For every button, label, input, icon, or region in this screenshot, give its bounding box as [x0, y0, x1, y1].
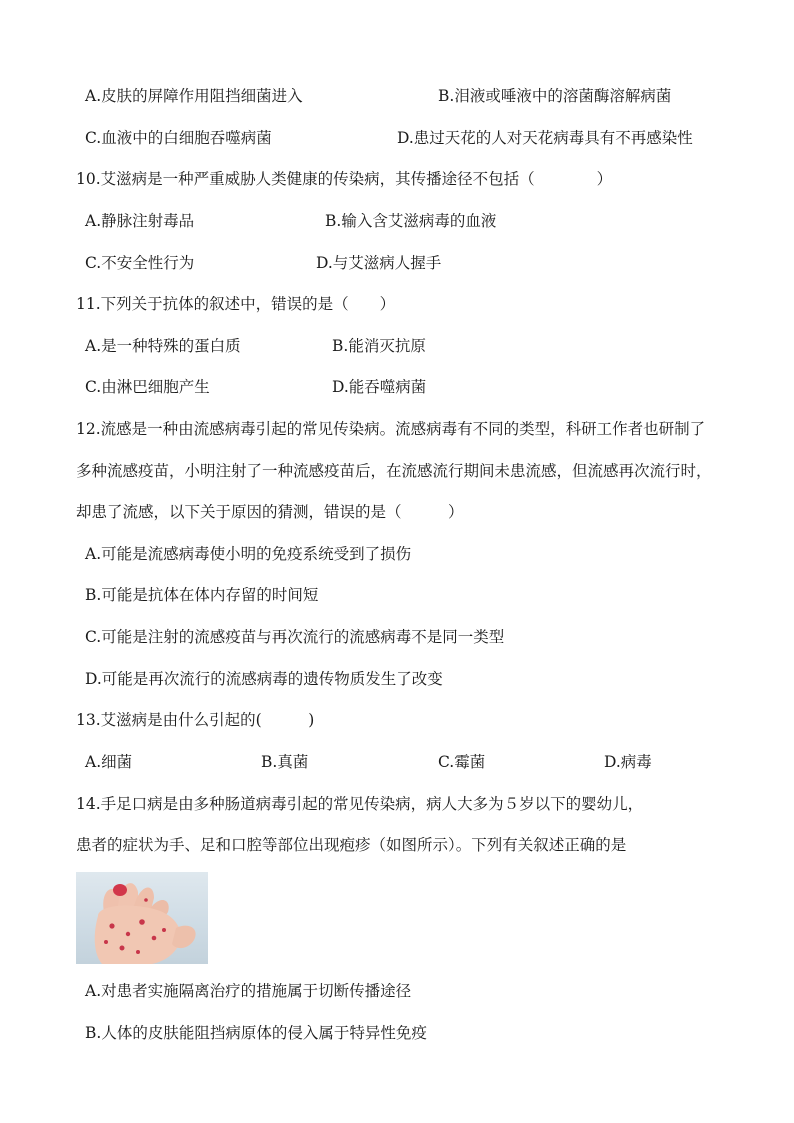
- q11-option-c: C.由淋巴细胞产生: [85, 378, 210, 396]
- q10-option-a: A.静脉注射毒品: [85, 212, 195, 230]
- q11-option-a: A.是一种特殊的蛋白质: [85, 337, 241, 355]
- q10-option-c: C.不安全性行为: [85, 254, 195, 272]
- q13-option-b: B.真菌: [261, 753, 309, 771]
- hand-rash-illustration: [76, 872, 208, 964]
- q12-option-c: C.可能是注射的流感疫苗与再次流行的流感病毒不是同一类型: [85, 628, 505, 646]
- hand-rash-photo-icon: [76, 872, 208, 964]
- q12-stem-line-2: 多种流感疫苗，小明注射了一种流感疫苗后，在流感流行期间未患流感，但流感再次流行时，: [76, 462, 712, 480]
- q10-stem: 10.艾滋病是一种严重威胁人类健康的传染病，其传播途径不包括（ ）: [76, 170, 613, 188]
- q10-option-b: B.输入含艾滋病毒的血液: [325, 212, 497, 230]
- q13-option-a: A.细菌: [85, 753, 133, 771]
- q12-option-a: A.可能是流感病毒使小明的免疫系统受到了损伤: [85, 545, 412, 563]
- q13-option-c: C.霉菌: [438, 753, 486, 771]
- q11-option-d: D.能吞噬病菌: [332, 378, 427, 396]
- q13-stem: 13.艾滋病是由什么引起的( ): [76, 711, 315, 729]
- q10-option-d: D.与艾滋病人握手: [316, 254, 442, 272]
- q12-option-d: D.可能是再次流行的流感病毒的遗传物质发生了改变: [85, 670, 443, 688]
- q14-stem-line-1: 14.手足口病是由多种肠道病毒引起的常见传染病，病人大多为５岁以下的婴幼儿，: [76, 795, 644, 813]
- q11-option-b: B.能消灭抗原: [332, 337, 426, 355]
- q9-option-c: C.血液中的白细胞吞噬病菌: [85, 129, 272, 147]
- q12-stem-line-3: 却患了流感，以下关于原因的猜测，错误的是（ ）: [76, 503, 464, 521]
- q14-option-a: A.对患者实施隔离治疗的措施属于切断传播途径: [85, 982, 412, 1000]
- q9-option-a: A.皮肤的屏障作用阻挡细菌进入: [85, 87, 303, 105]
- q14-option-b: B.人体的皮肤能阻挡病原体的侵入属于特异性免疫: [85, 1024, 427, 1042]
- q9-option-b: B.泪液或唾液中的溶菌酶溶解病菌: [438, 87, 672, 105]
- q11-stem: 11.下列关于抗体的叙述中，错误的是（ ）: [76, 295, 396, 313]
- q14-stem-line-2: 患者的症状为手、足和口腔等部位出现疱疹（如图所示）。下列有关叙述正确的是: [76, 836, 627, 854]
- q13-option-d: D.病毒: [604, 753, 652, 771]
- q12-stem-line-1: 12.流感是一种由流感病毒引起的常见传染病。流感病毒有不同的类型，科研工作者也研制了: [76, 420, 706, 438]
- q9-option-d: D.患过天花的人对天花病毒具有不再感染性: [397, 129, 693, 147]
- q12-option-b: B.可能是抗体在体内存留的时间短: [85, 586, 319, 604]
